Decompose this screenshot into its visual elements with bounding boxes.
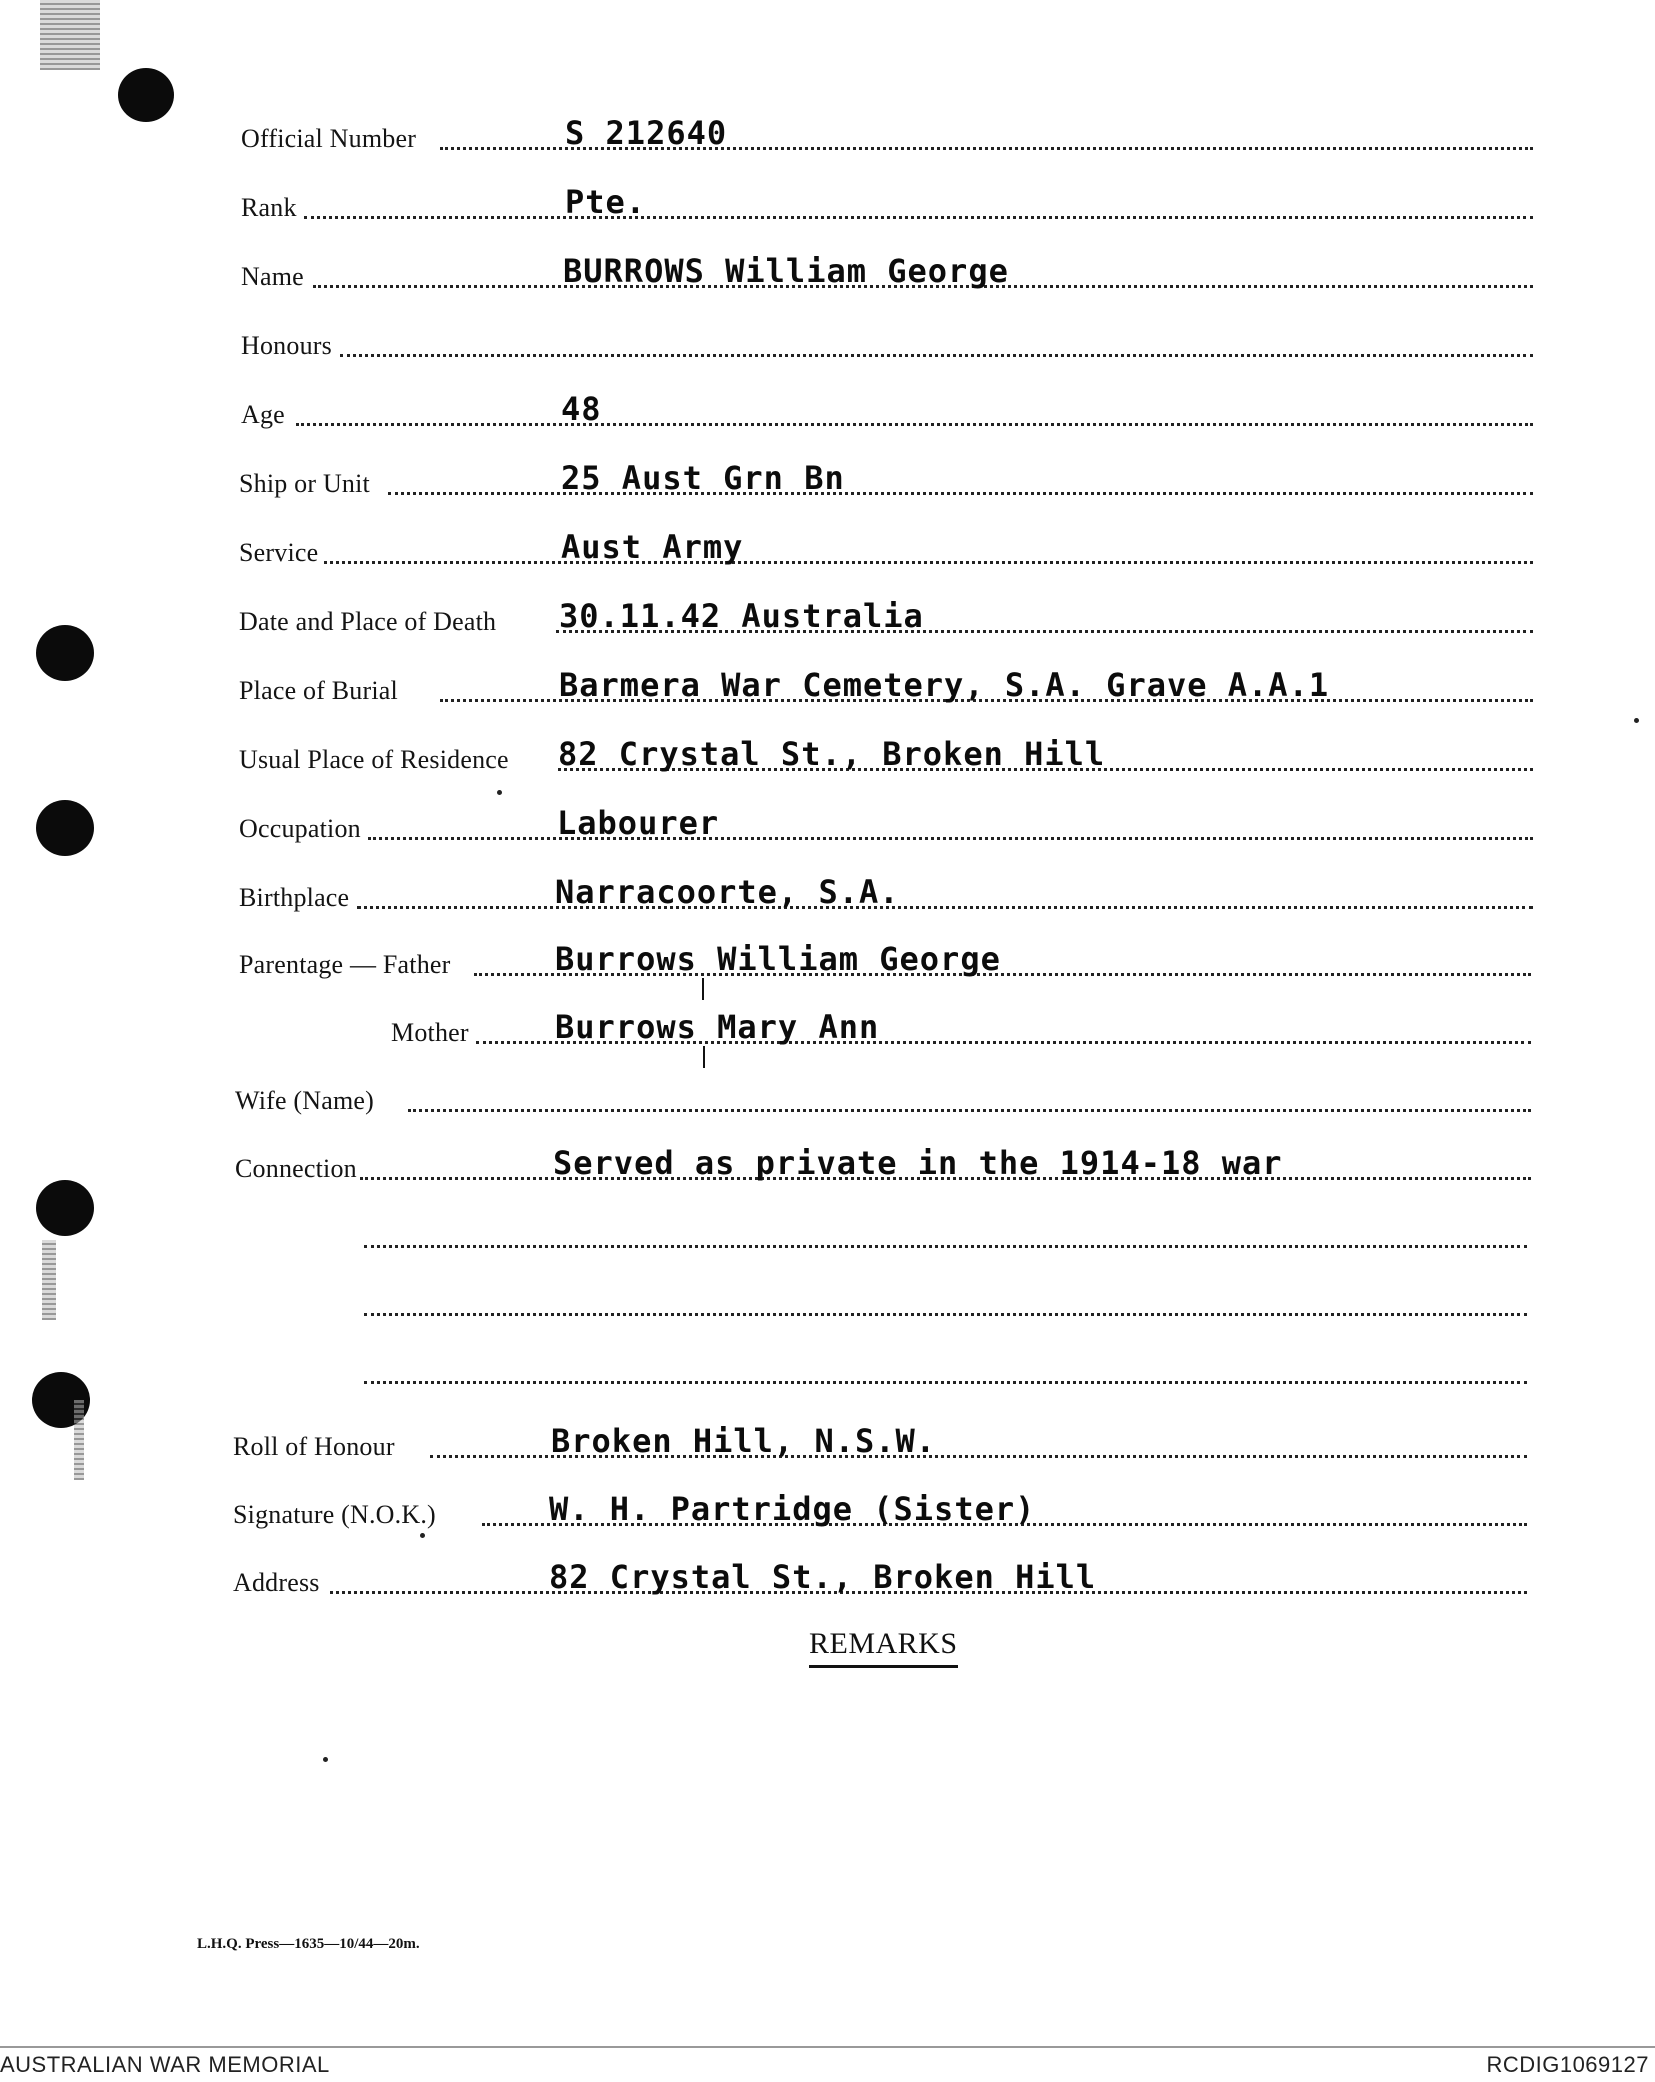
label-rank: Rank [241,193,297,222]
correction-mark [702,978,704,1000]
field-signature [0,1488,1655,1538]
value-occupation: Labourer [557,804,720,842]
scan-speck [1634,718,1639,723]
value-roll-of-honour: Broken Hill, N.S.W. [551,1422,937,1460]
label-usual-residence: Usual Place of Residence [239,745,509,774]
label-mother: Mother [391,1018,469,1047]
field-place-of-burial [0,664,1655,714]
footer-institution: AUSTRALIAN WAR MEMORIAL [0,2052,330,2077]
field-connection [0,1142,1655,1192]
value-age: 48 [561,390,602,428]
dotted-leader [324,561,1533,564]
label-age: Age [241,400,285,429]
dotted-leader [296,423,1533,426]
dotted-leader [357,906,1533,909]
dotted-leader [388,492,1533,495]
label-official-number: Official Number [241,124,417,153]
label-occupation: Occupation [239,814,361,843]
field-birthplace [0,871,1655,921]
label-service: Service [239,538,319,567]
scan-speck [420,1533,425,1538]
field-official-number [0,112,1655,162]
field-name [0,250,1655,300]
label-address: Address [233,1568,320,1597]
value-rank: Pte. [565,183,647,221]
field-age [0,388,1655,438]
dotted-leader [340,354,1533,357]
remarks-heading: REMARKS [809,1627,958,1668]
field-mother [0,1006,1655,1056]
field-service [0,526,1655,576]
value-signature: W. H. Partridge (Sister) [549,1490,1036,1528]
field-father [0,938,1655,988]
value-place-of-burial: Barmera War Cemetery, S.A. Grave A.A.1 [559,666,1330,704]
field-ship-or-unit [0,457,1655,507]
blank-line [0,1346,1655,1396]
label-place-of-burial: Place of Burial [239,676,398,705]
value-usual-residence: 82 Crystal St., Broken Hill [558,735,1106,773]
scan-smudge [40,0,100,70]
label-name: Name [241,262,304,291]
dotted-leader [408,1109,1531,1112]
value-ship-or-unit: 25 Aust Grn Bn [561,459,845,497]
dotted-leader [304,216,1533,219]
field-date-place-death [0,595,1655,645]
dotted-leader [364,1313,1527,1316]
correction-mark [703,1046,705,1068]
value-service: Aust Army [561,528,744,566]
value-birthplace: Narracoorte, S.A. [555,873,900,911]
value-father: Burrows William George [555,940,1001,978]
field-rank [0,181,1655,231]
scan-speck [323,1757,328,1762]
field-usual-residence [0,733,1655,783]
value-date-place-death: 30.11.42 Australia [559,597,924,635]
dotted-leader [364,1245,1527,1248]
label-wife: Wife (Name) [235,1086,375,1115]
footer-record-id: RCDIG1069127 [1486,2052,1649,2077]
blank-line [0,1278,1655,1328]
scan-speck [497,790,502,795]
field-occupation [0,802,1655,852]
field-address [0,1556,1655,1606]
value-name: BURROWS William George [563,252,1009,290]
field-wife [0,1074,1655,1124]
label-roll-of-honour: Roll of Honour [233,1432,395,1461]
value-address: 82 Crystal St., Broken Hill [549,1558,1097,1596]
field-honours [0,319,1655,369]
press-mark: L.H.Q. Press—1635—10/44—20m. [197,1936,420,1952]
footer-rule [0,2046,1655,2048]
label-signature: Signature (N.O.K.) [233,1500,436,1529]
label-date-place-death: Date and Place of Death [239,607,497,636]
dotted-leader [368,837,1533,840]
label-father: Parentage — Father [239,950,451,979]
label-connection: Connection [235,1154,357,1183]
label-ship-or-unit: Ship or Unit [239,469,370,498]
value-mother: Burrows Mary Ann [555,1008,880,1046]
dotted-leader [364,1381,1527,1384]
label-birthplace: Birthplace [239,883,350,912]
value-connection: Served as private in the 1914-18 war [553,1144,1283,1182]
label-honours: Honours [241,331,332,360]
blank-line [0,1210,1655,1260]
value-official-number: S 212640 [565,114,728,152]
field-roll-of-honour [0,1420,1655,1470]
